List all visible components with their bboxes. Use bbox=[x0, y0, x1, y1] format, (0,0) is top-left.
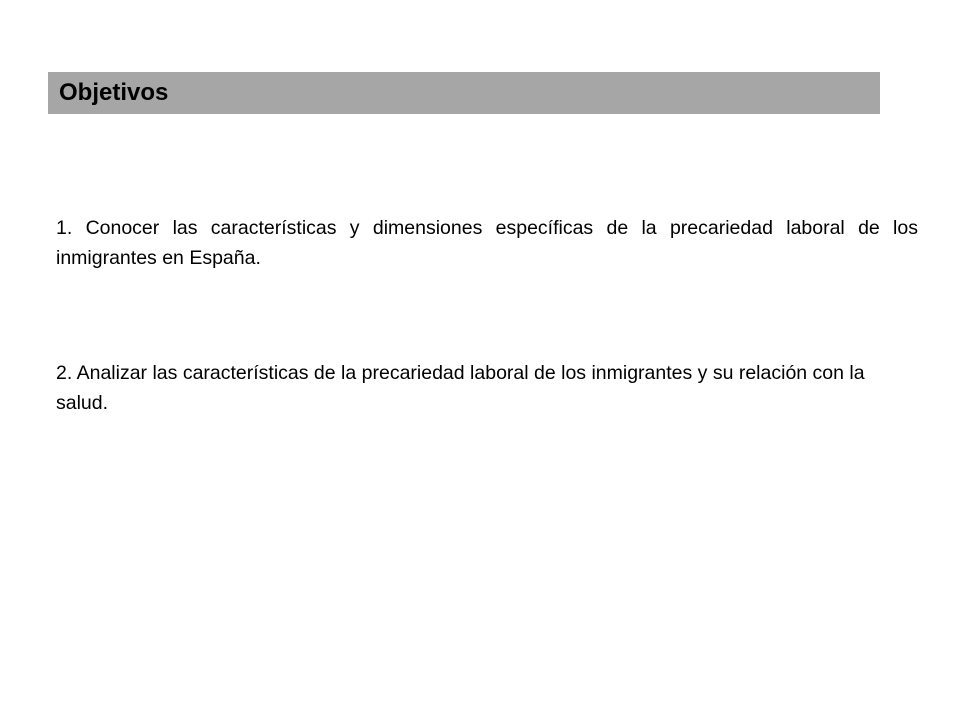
objective-item-1: 1. Conocer las características y dimensiones específicas de la precariedad laboral de los inmigrantes en España. bbox=[56, 217, 918, 269]
title-bar bbox=[48, 72, 880, 114]
objective-item-2: 2. Analizar las características de la precariedad laboral de los inmigrantes y su relación con la salud. bbox=[56, 362, 865, 414]
page-title: Objetivos bbox=[59, 79, 169, 106]
